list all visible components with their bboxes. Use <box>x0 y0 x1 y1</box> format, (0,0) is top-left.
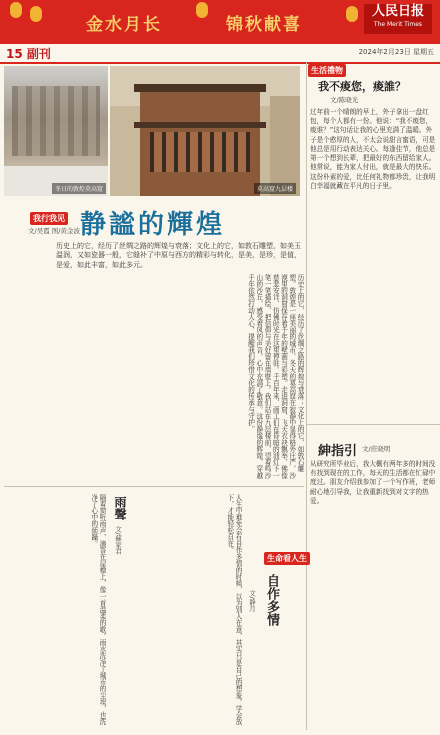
byline: 文/莊晓明 <box>362 445 391 453</box>
page-number: 15 副刊 <box>6 47 51 61</box>
newspaper-logo <box>364 4 432 34</box>
lantern-icon <box>196 2 208 18</box>
brand-cn: 人民日报 <box>371 4 424 19</box>
lead-paragraph: 历史上的它，经历了丝绸之路的辉煌与衰落；文化上的它，如敦石雕塑，如美玉温润，又如瓷器一般，它缝补了中原与西方的精彩与转化，是美，是珍，是值，是爱，如此丰富，如此多元。 <box>56 242 301 269</box>
masthead-banner <box>0 0 440 44</box>
byline: 文/蘇家君 <box>114 526 122 555</box>
byline: 文/吴霞 图/黄金波 <box>28 227 80 235</box>
cliff-texture <box>12 86 100 156</box>
roof-eave <box>134 122 266 128</box>
pillars <box>150 132 250 172</box>
sidebar-title: 自作多情 <box>264 574 279 626</box>
sidebar-title: 雨聲 <box>113 496 127 520</box>
poem-body: 隔着窗听雨声，滴答在屋檐上，像一首温柔的歌。雨水洗净了城市的尘埃，也洗净了心中的烦躁。 <box>89 494 106 725</box>
lantern-icon <box>346 6 358 22</box>
byline: 文/陈晓光 <box>330 96 359 104</box>
photo-nine-storey-temple <box>110 66 300 196</box>
column-tag: 生命看人生 <box>264 552 310 565</box>
lantern-icon <box>10 2 22 18</box>
article-body: 人生中难免会有自作多情的时候，以为别人在意，其实只是自己的想象。学会放下，才能轻松自在。 <box>225 494 242 725</box>
photo-caption: 冬日的敦煌莫高窟 <box>52 183 106 194</box>
sidebar-title: 紳指引 <box>318 444 358 459</box>
date-line: 2024年2月23日 星期五 <box>358 48 434 56</box>
article-body: 过年前一个晴朗的早上，外子拿出一盘红包，每个人都有一份。他说：“我不痠您，痠谁？”这句话让我的心里充满了温暖。外子是个憨厚的人，不太会说甜言蜜语，可是他总是用行动表达关心。每逢佳节，他总是第一个想到长辈，把最好的东西留给家人。他常说，能为家人付出，就是最大的快乐。这份朴素的爱，比任何礼物都珍贵，让我明白幸福就藏在平凡的日子里。 <box>310 108 436 190</box>
divider <box>4 486 304 487</box>
brand-en: The Merit Times <box>373 21 423 28</box>
section-name: 副刊 <box>26 47 51 61</box>
roof-eave <box>134 84 266 92</box>
lantern-icon <box>30 6 42 22</box>
column-divider <box>306 62 307 730</box>
photo-grotto-cliff <box>4 66 108 196</box>
page-header <box>0 44 440 64</box>
column-tag: 我行我见 <box>30 212 68 225</box>
slogan-left: 金水月长 <box>86 15 162 35</box>
byline: 文/静月 <box>248 590 256 612</box>
column-tag: 生活禮物 <box>308 64 346 77</box>
photo-caption: 莫高窟九层楼 <box>254 183 296 194</box>
divider <box>306 424 440 425</box>
article-body: 从研究所毕业后，我大概有两年多的时间没有找到现在的工作，每天的生活都在忙碌中度过。朋友介绍我参加了一个写作班，老师耐心地引导我，让我重新找到对文字的热爱。 <box>310 460 436 505</box>
cliff-side <box>270 96 300 196</box>
article-title: 静謐的輝煌 <box>80 210 226 240</box>
article-body: 历史上的它，经历了丝绸之路的辉煌与衰落；文化上的它，如敦石雕塑。敦煌是一座美丽的城市，冬天的莫高窟在寂静中显得格外庄严，沙漠里的洞窟保存着千年的壁画与彩塑。走进洞窟，飞天衣袂飘举，佛像慈悲安详，仿佛时光在这里停驻。千百年来，画工们在昏暗的油灯下一笔一笔描绘，把信仰与美好留在墙壁上。我们站在九层楼前，望着鸣沙山的沙丘，感受着风的声音，心中充满了敬意。这份静谧的辉煌，穿越千年依然打动人心，提醒我们珍惜文化的传承与守护。 <box>246 274 304 479</box>
slogan-right: 锦秋献喜 <box>226 15 302 35</box>
sidebar-title: 我不痠您，痠誰？ <box>318 80 406 93</box>
